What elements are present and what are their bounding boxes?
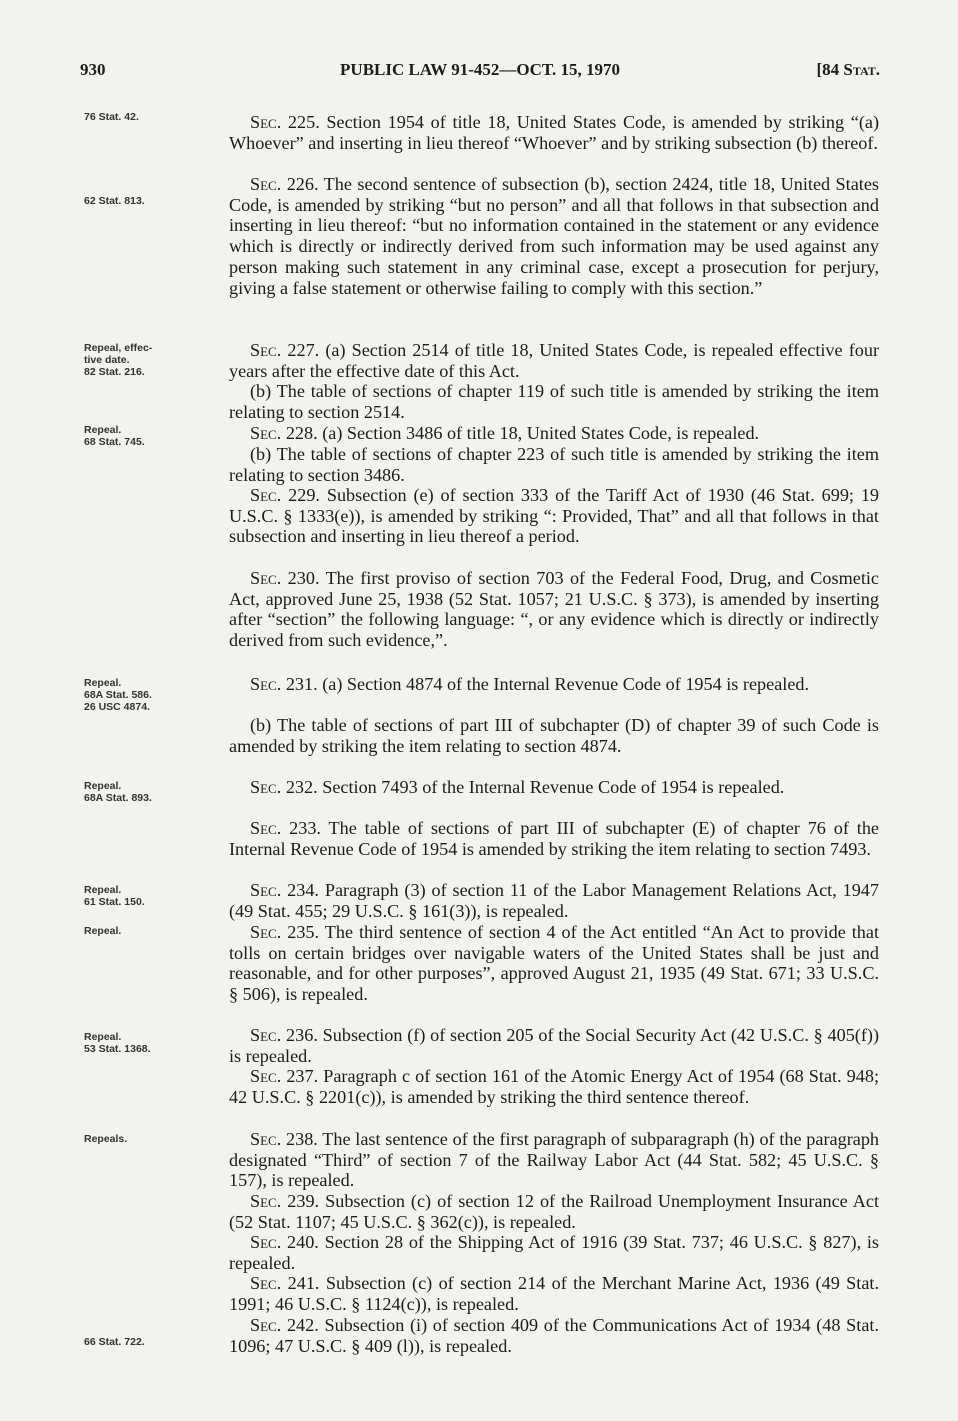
section-text: Section 1954 of title 18, United States Code, is amended by striking “(a) Whoever” and inserting in lieu thereof “Whoever” and by striking subsection (b) thereof. <box>229 112 880 153</box>
section-label: Sec. 239. <box>250 1191 320 1211</box>
section-text: Subsection (e) of section 333 of the Tariff Act of 1930 (46 Stat. 699; 19 U.S.C. § 1333(e)), is amended by striking “: Provided, That” and all that follows in that subsection and inserting in lieu thereof a period. <box>229 485 880 547</box>
section-text: Paragraph (3) of section 11 of the Labor Management Relations Act, 1947 (49 Stat. 455; 29 U.S.C. § 161(3)), is repealed. <box>229 880 879 921</box>
section-text: (a) Section 2514 of title 18, United States Code, is repealed effective four years after the effective date of this Act. <box>229 340 880 381</box>
volume-reference: [84 Stat. <box>816 60 880 79</box>
section-text: The second sentence of subsection (b), section 2424, title 18, United States Code, is amended by striking “but no person” and all that follows in that subsection and inserting in lieu thereof: “but no information contained in the statement or any evidence which is directly or indirectly derived from such information may be used against any person making such statement in any criminal case, except a prosecution for perjury, giving a false statement or otherwise failing to comply with this section.” <box>229 174 880 298</box>
section-paragraph <box>229 423 879 444</box>
section-paragraph <box>229 568 879 651</box>
section-text: Paragraph c of section 161 of the Atomic Energy Act of 1954 (68 Stat. 948; 42 U.S.C. § 2201(c)), is amended by striking the third sentence thereof. <box>229 1066 880 1107</box>
section-paragraph <box>229 1191 879 1232</box>
section-label: Sec. 231. <box>250 674 318 694</box>
section-text: (b) The table of sections of chapter 223 of such title is amended by striking the item relating to section 3486. <box>229 444 879 485</box>
margin-note: Repeal. <box>84 925 122 937</box>
section-paragraph <box>229 381 879 422</box>
section-text: Subsection (i) of section 409 of the Communications Act of 1934 (48 Stat. 1096; 47 U.S.C. § 409 (l)), is repealed. <box>229 1315 880 1356</box>
page-number: 930 <box>80 60 106 79</box>
margin-note: 66 Stat. 722. <box>84 1336 145 1348</box>
header-title: PUBLIC LAW 91-452—OCT. 15, 1970 <box>340 60 620 79</box>
section-paragraph <box>229 340 879 381</box>
section-label: Sec. 242. <box>250 1315 319 1335</box>
section-label: Sec. 238. <box>250 1129 318 1149</box>
section-label: Sec. 229. <box>250 485 320 505</box>
section-label: Sec. 227. <box>250 340 320 360</box>
section-paragraph <box>229 1066 879 1107</box>
section-text: (b) The table of sections of chapter 119 of such title is amended by striking the item relating to section 2514. <box>229 381 879 422</box>
section-label: Sec. 241. <box>250 1273 320 1293</box>
section-paragraph <box>229 674 879 695</box>
section-label: Sec. 233. <box>250 818 321 838</box>
section-label: Sec. 230. <box>250 568 320 588</box>
margin-note: 76 Stat. 42. <box>84 111 139 123</box>
section-paragraph <box>229 1232 879 1273</box>
section-label: Sec. 226. <box>250 174 319 194</box>
section-label: Sec. 232. <box>250 777 318 797</box>
section-paragraph <box>229 174 879 298</box>
section-paragraph <box>229 1129 879 1191</box>
margin-note: 62 Stat. 813. <box>84 195 145 207</box>
section-paragraph <box>229 1273 879 1314</box>
section-paragraph <box>229 1315 879 1356</box>
section-text: Subsection (f) of section 205 of the Social Security Act (42 U.S.C. § 405(f)) is repealed. <box>229 1025 880 1066</box>
section-label: Sec. 235. <box>250 922 320 942</box>
section-paragraph <box>229 444 879 485</box>
margin-note: Repeal. 68 Stat. 745. <box>84 424 145 448</box>
section-paragraph <box>229 485 879 547</box>
section-paragraph <box>229 818 879 859</box>
section-text: (a) Section 3486 of title 18, United States Code, is repealed. <box>322 423 760 443</box>
section-text: Section 28 of the Shipping Act of 1916 (39 Stat. 737; 46 U.S.C. § 827), is repealed. <box>229 1232 879 1273</box>
section-label: Sec. 225. <box>250 112 320 132</box>
margin-note: Repeal, effec- tive date. 82 Stat. 216. <box>84 342 153 378</box>
section-paragraph <box>229 777 879 798</box>
section-text: The first proviso of section 703 of the Federal Food, Drug, and Cosmetic Act, approved June 25, 1938 (52 Stat. 1057; 21 U.S.C. § 373), is amended by inserting after “section” the following language: “, or any evidence which is directly or indirectly derived from such evidence,”. <box>229 568 880 651</box>
section-label: Sec. 236. <box>250 1025 318 1045</box>
section-label: Sec. 234. <box>250 880 319 900</box>
section-text: (a) Section 4874 of the Internal Revenue Code of 1954 is repealed. <box>322 674 810 694</box>
section-paragraph <box>229 1025 879 1066</box>
section-label: Sec. 240. <box>250 1232 319 1252</box>
margin-note: Repeal. 68A Stat. 893. <box>84 780 152 804</box>
section-paragraph <box>229 880 879 921</box>
section-text: The third sentence of section 4 of the Act entitled “An Act to provide that tolls on certain bridges over navigable waters of the United States shall be just and reasonable, and for other purposes”, approved August 21, 1935 (49 Stat. 671; 33 U.S.C. § 506), is repealed. <box>229 922 880 1005</box>
section-paragraph <box>229 715 879 756</box>
section-label: Sec. 228. <box>250 423 318 443</box>
section-text: The last sentence of the first paragraph of subparagraph (h) of the paragraph designated “Third” of section 7 of the Railway Labor Act (44 Stat. 582; 45 U.S.C. § 157), is repealed. <box>229 1129 880 1191</box>
margin-note: Repeals. <box>84 1133 128 1145</box>
section-text: (b) The table of sections of part III of subchapter (D) of chapter 39 of such Code is amended by striking the item relating to section 4874. <box>229 715 879 756</box>
margin-note: Repeal. 68A Stat. 586. 26 USC 4874. <box>84 677 152 713</box>
section-text: The table of sections of part III of subchapter (E) of chapter 76 of the Internal Revenue Code of 1954 is amended by striking the item relating to section 7493. <box>229 818 880 859</box>
page-header <box>80 60 880 88</box>
section-label: Sec. 237. <box>250 1066 319 1086</box>
section-paragraph <box>229 922 879 1005</box>
margin-note: Repeal. 61 Stat. 150. <box>84 884 145 908</box>
section-text: Subsection (c) of section 214 of the Merchant Marine Act, 1936 (49 Stat. 1991; 46 U.S.C. § 1124(c)), is repealed. <box>229 1273 880 1314</box>
section-text: Subsection (c) of section 12 of the Railroad Unemployment Insurance Act (52 Stat. 1107; 45 U.S.C. § 362(c)), is repealed. <box>229 1191 880 1232</box>
section-text: Section 7493 of the Internal Revenue Code of 1954 is repealed. <box>322 777 785 797</box>
section-paragraph <box>229 112 879 153</box>
margin-note: Repeal. 53 Stat. 1368. <box>84 1031 151 1055</box>
